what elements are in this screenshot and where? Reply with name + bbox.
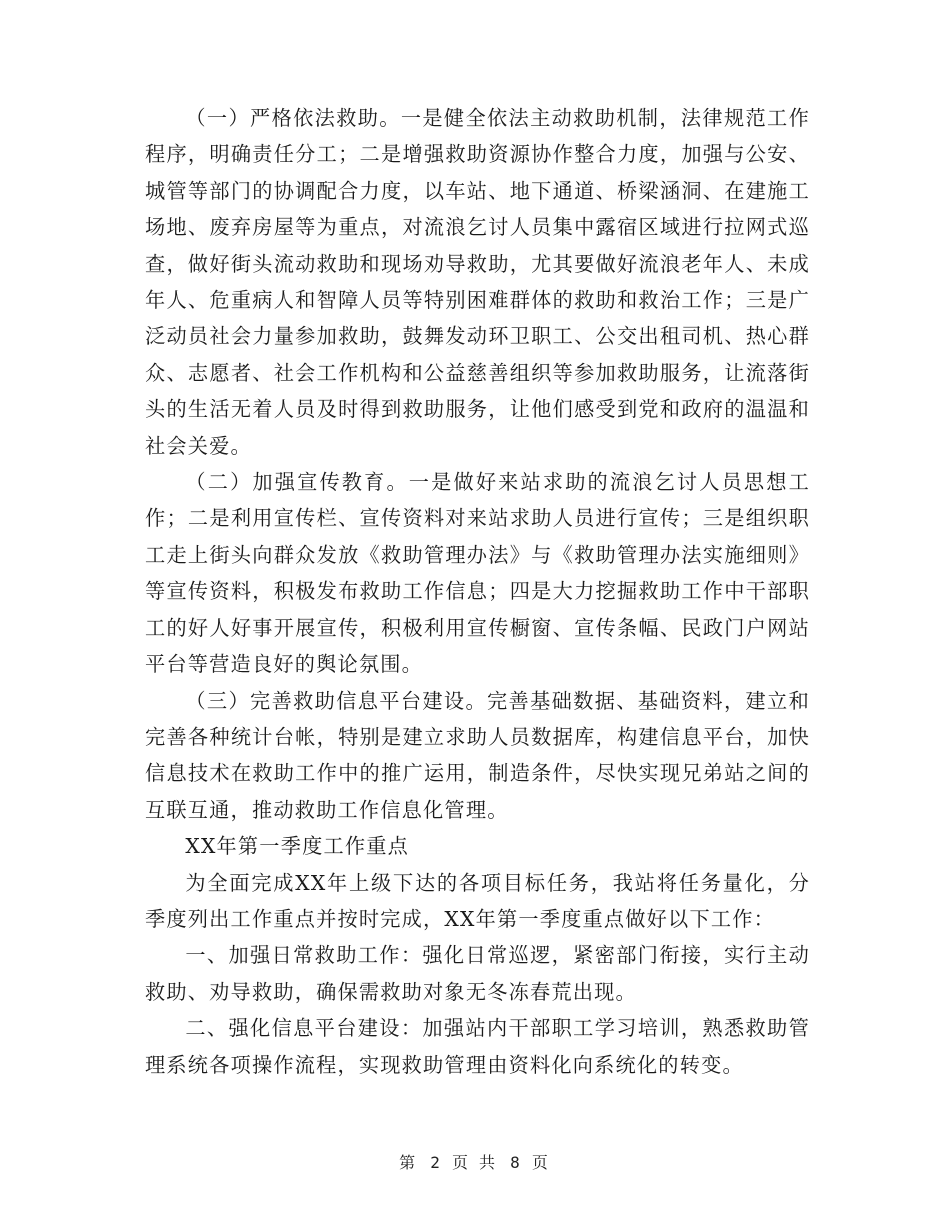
footer-suffix: 页 [531,1153,551,1172]
paragraph-q1-intro: 为全面完成XX年上级下达的各项目标任务，我站将任务量化，分季度列出工作重点并按时完成，XX年第一季度重点做好以下工作： [145,870,810,931]
list-item-platform-construction: 二、强化信息平台建设：加强站内干部职工学习培训，熟悉救助管理系统各项操作流程，实现救助管理由资料化向系统化的转变。 [145,1016,810,1077]
section-heading-q1-priorities: XX年第一季度工作重点 [185,834,410,859]
page-footer [0,1150,950,1173]
paragraph-publicity-education: （二）加强宣传教育。一是做好来站求助的流浪乞讨人员思想工作；二是利用宣传栏、宣传资料对来站求助人员进行宣传；三是组织职工走上街头向群众发放《救助管理办法》与《救助管理办法实施细则》等宣传资料，积极发布救助工作信息；四是大力挖掘救助工作中干部职工的好人好事开展宣传，积极利用宣传橱窗、宣传条幅、民政门户网站平台等营造良好的舆论氛围。 [145,470,810,677]
footer-total-pages: 8 [510,1153,520,1172]
footer-current-page: 2 [430,1153,440,1172]
paragraph-information-platform: （三）完善救助信息平台建设。完善基础数据、基础资料，建立和完善各种统计台帐，特别是建立求助人员数据库，构建信息平台，加快信息技术在救助工作中的推广运用，制造条件，尽快实现兄弟站之间的互联互通，推动救助工作信息化管理。 [145,688,810,822]
paragraph-strict-lawful-assistance: （一）严格依法救助。一是健全依法主动救助机制，法律规范工作程序，明确责任分工；二是增强救助资源协作整合力度，加强与公安、城管等部门的协调配合力度，以车站、地下通道、桥梁涵洞、在建施工场地、废弃房屋等为重点，对流浪乞讨人员集中露宿区域进行拉网式巡查，做好街头流动救助和现场劝导救助，尤其要做好流浪老年人、未成年人、危重病人和智障人员等特别困难群体的救助和救治工作；三是广泛动员社会力量参加救助，鼓舞发动环卫职工、公交出租司机、热心群众、志愿者、社会工作机构和公益慈善组织等参加救助服务，让流落街头的生活无着人员及时得到救助服务，让他们感受到党和政府的温温和社会关爱。 [145,106,810,458]
list-item-daily-assistance: 一、加强日常救助工作：强化日常巡逻，紧密部门衔接，实行主动救助、劝导救助，确保需救助对象无冬冻春荒出现。 [145,943,810,1004]
document-body [145,100,810,1083]
footer-middle: 页 共 [451,1153,499,1172]
footer-prefix: 第 [399,1153,419,1172]
